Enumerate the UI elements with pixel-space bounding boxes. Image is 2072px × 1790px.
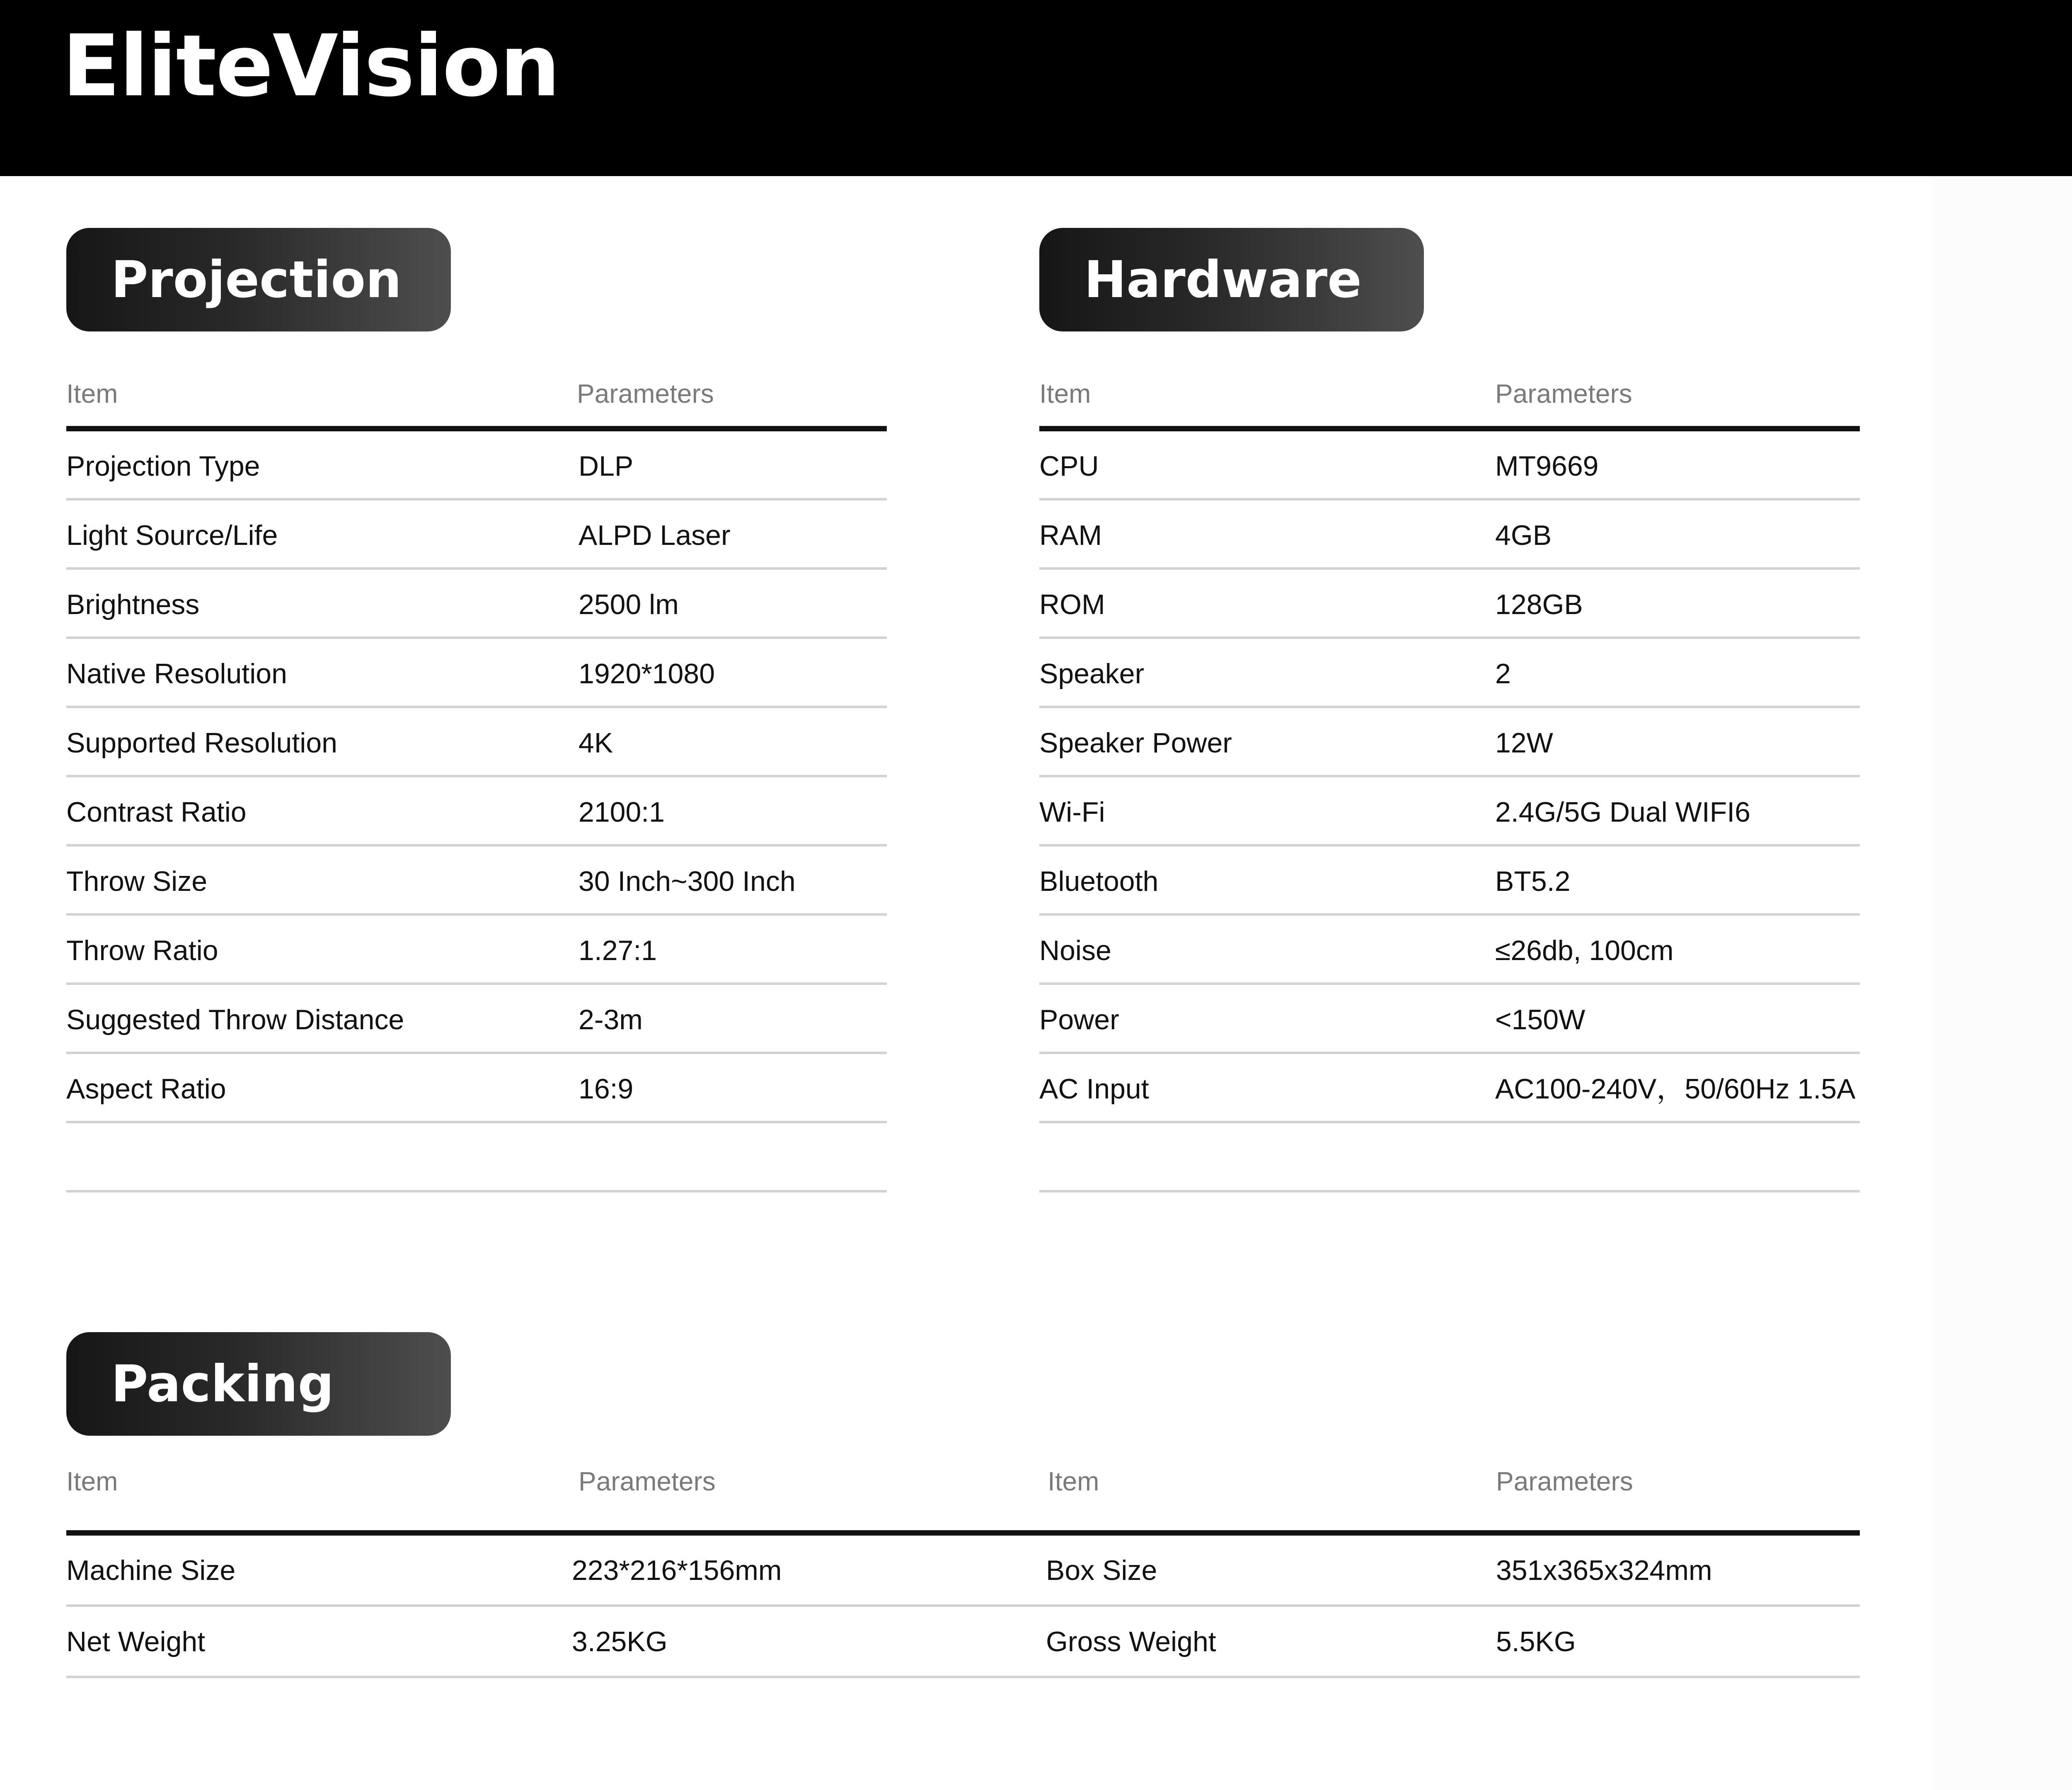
- projection-table-row: [66, 1054, 887, 1124]
- projection-table-row: [66, 916, 887, 985]
- packing-row-divider: [66, 1676, 1860, 1678]
- packing-parameter-value-2: 351x365x324mm: [1496, 1555, 1712, 1586]
- hardware-item-label: AC Input: [1039, 1073, 1149, 1105]
- hardware-parameter-value: 4GB: [1495, 520, 1552, 551]
- projection-table-row: [66, 847, 887, 916]
- header-bar: [0, 0, 2072, 176]
- hardware-heading-badge: [1039, 228, 1424, 331]
- packing-item-label: Net Weight: [66, 1626, 206, 1657]
- hardware-parameter-value: 2: [1495, 658, 1511, 689]
- hardware-table-row: [1039, 847, 1860, 916]
- projection-table-row: [66, 777, 887, 847]
- hardware-parameter-value: 2.4G/5G Dual WIFI6: [1495, 796, 1750, 828]
- packing-item-label-2: Gross Weight: [1046, 1626, 1216, 1657]
- projection-table-row: [66, 501, 887, 570]
- projection-table-row: [66, 985, 887, 1055]
- packing-parameter-value: 223*216*156mm: [572, 1555, 782, 1586]
- projection-heading: Projection: [111, 250, 402, 309]
- hardware-parameter-value: AC100-240V，50/60Hz 1.5A: [1495, 1073, 1856, 1105]
- hardware-parameter-value: <150W: [1495, 1004, 1585, 1035]
- hardware-header-rule: [1039, 426, 1860, 431]
- hardware-table-row: [1039, 639, 1860, 709]
- projection-item-label: Throw Ratio: [66, 935, 218, 966]
- hardware-item-label: Bluetooth: [1039, 866, 1159, 897]
- projection-parameter-value: 1.27:1: [579, 935, 657, 966]
- projection-item-label: Aspect Ratio: [66, 1073, 226, 1105]
- hardware-parameter-value: ≤26db, 100cm: [1495, 935, 1674, 966]
- projection-table-row: [66, 639, 887, 709]
- packing-col-item-2: Item: [1048, 1466, 1099, 1496]
- projection-heading-badge: [66, 228, 451, 331]
- packing-parameter-value-2: 5.5KG: [1496, 1626, 1576, 1657]
- hardware-col-parameters: Parameters: [1495, 379, 1632, 409]
- projection-parameter-value: 2500 lm: [579, 589, 679, 620]
- projection-table-row: [66, 708, 887, 778]
- packing-parameter-value: 3.25KG: [572, 1626, 668, 1657]
- hardware-table-row: [1039, 708, 1860, 778]
- packing-col-item: Item: [66, 1466, 118, 1496]
- projection-item-label: Native Resolution: [66, 658, 287, 689]
- projection-row-divider: [66, 1190, 887, 1193]
- projection-parameter-value: 30 Inch~300 Inch: [579, 866, 796, 897]
- projection-parameter-value: DLP: [579, 450, 634, 482]
- projection-parameter-value: ALPD Laser: [579, 520, 731, 551]
- packing-item-label-2: Box Size: [1046, 1555, 1157, 1586]
- projection-item-label: Suggested Throw Distance: [66, 1004, 404, 1035]
- hardware-item-label: Noise: [1039, 935, 1111, 966]
- projection-item-label: Brightness: [66, 589, 200, 620]
- hardware-item-label: Speaker Power: [1039, 727, 1232, 759]
- projection-parameter-value: 2100:1: [579, 796, 665, 828]
- projection-table-row: [66, 570, 887, 639]
- projection-item-label: Throw Size: [66, 866, 208, 897]
- brand-title: EliteVision: [62, 17, 559, 116]
- projection-table-row: [66, 431, 887, 501]
- packing-table-row: [66, 1607, 1860, 1676]
- hardware-parameter-value: 128GB: [1495, 589, 1583, 620]
- hardware-parameter-value: BT5.2: [1495, 866, 1571, 897]
- projection-item-label: Contrast Ratio: [66, 796, 247, 828]
- hardware-row-divider: [1039, 1190, 1860, 1193]
- hardware-item-label: ROM: [1039, 589, 1105, 620]
- hardware-item-label: RAM: [1039, 520, 1102, 551]
- hardware-table-row: [1039, 570, 1860, 639]
- projection-item-label: Projection Type: [66, 450, 260, 482]
- hardware-table-row: [1039, 777, 1860, 847]
- hardware-item-label: CPU: [1039, 450, 1099, 482]
- hardware-table-row: [1039, 1054, 1860, 1124]
- hardware-row-divider: [1039, 1121, 1860, 1123]
- hardware-parameter-value: 12W: [1495, 727, 1553, 759]
- hardware-table-row: [1039, 985, 1860, 1055]
- projection-parameter-value: 1920*1080: [579, 658, 715, 689]
- hardware-table-row: [1039, 431, 1860, 501]
- packing-heading-badge: [66, 1332, 451, 1436]
- projection-col-parameters: Parameters: [577, 379, 714, 409]
- projection-row-divider: [66, 1121, 887, 1123]
- packing-item-label: Machine Size: [66, 1555, 236, 1586]
- hardware-col-item: Item: [1039, 379, 1091, 409]
- hardware-table-row: [1039, 916, 1860, 985]
- projection-col-item: Item: [66, 379, 118, 409]
- packing-header-rule: [66, 1530, 1860, 1536]
- projection-item-label: Light Source/Life: [66, 520, 278, 551]
- packing-table-row: [66, 1536, 1860, 1605]
- projection-item-label: Supported Resolution: [66, 727, 338, 759]
- projection-parameter-value: 16:9: [579, 1073, 634, 1105]
- hardware-heading: Hardware: [1084, 250, 1362, 309]
- projection-header-rule: [66, 426, 887, 431]
- right-column-background: [1931, 176, 2072, 1790]
- projection-parameter-value: 2-3m: [579, 1004, 643, 1035]
- hardware-item-label: Speaker: [1039, 658, 1145, 689]
- hardware-table-row: [1039, 501, 1860, 570]
- packing-col-parameters: Parameters: [579, 1466, 716, 1496]
- hardware-item-label: Power: [1039, 1004, 1119, 1035]
- hardware-parameter-value: MT9669: [1495, 450, 1599, 482]
- packing-col-parameters-2: Parameters: [1496, 1466, 1633, 1496]
- hardware-item-label: Wi-Fi: [1039, 796, 1105, 828]
- projection-parameter-value: 4K: [579, 727, 613, 759]
- packing-heading: Packing: [111, 1355, 334, 1413]
